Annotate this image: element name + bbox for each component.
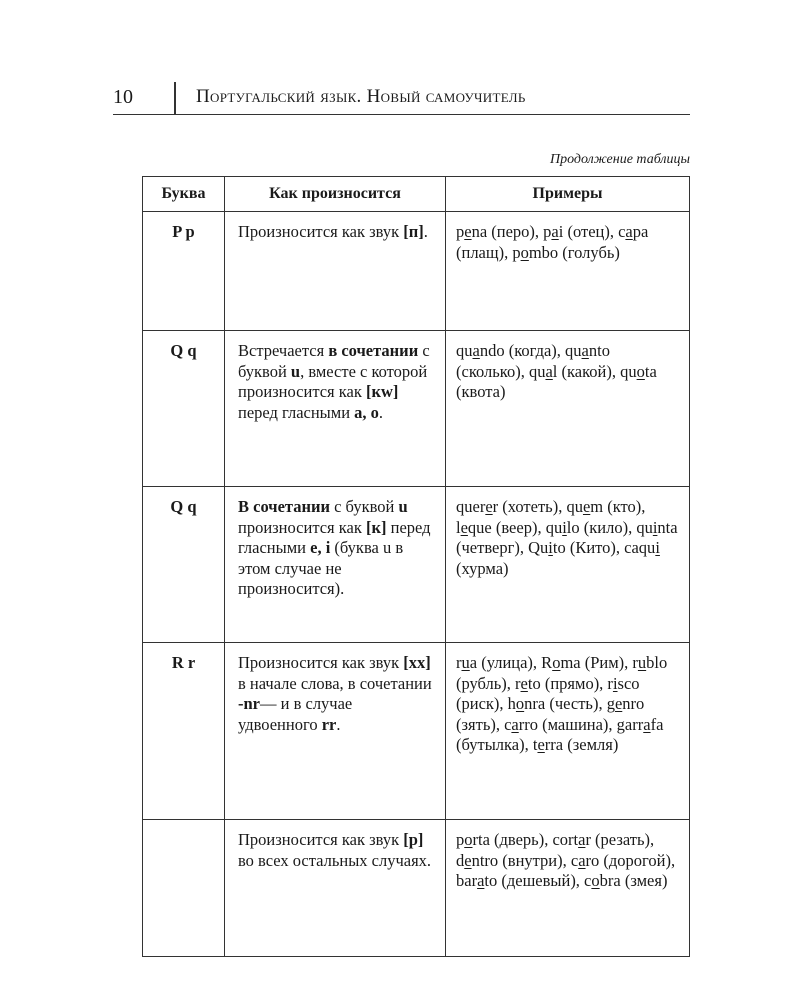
stressed-letter: o	[520, 242, 529, 262]
stressed-letter: i	[655, 538, 660, 557]
text-fragment: a (улица), R	[469, 653, 553, 672]
text-fragment: m (кто), l	[456, 497, 646, 537]
stressed-letter: a	[578, 830, 586, 849]
table-header-row	[143, 177, 690, 212]
text-fragment: nro (зять), c	[456, 694, 645, 734]
letter-cell: R r	[143, 643, 225, 820]
text-fragment: nra (честь), g	[524, 694, 615, 713]
text-fragment: .	[378, 402, 384, 422]
pronunciation-cell	[225, 331, 446, 487]
text-fragment: nta (четверг), Qu	[456, 517, 678, 557]
text-fragment: rra (земля)	[544, 735, 619, 754]
text-fragment: bra (змея)	[599, 871, 668, 890]
text-fragment: sco (риск), h	[456, 673, 640, 713]
text-fragment: (буква u в этом случае не произносится).	[238, 538, 404, 598]
stressed-letter: a	[472, 341, 480, 360]
text-fragment: перед гласными	[238, 402, 355, 422]
text-fragment: i (отец), c	[558, 222, 626, 241]
table-row	[143, 643, 690, 820]
stressed-letter: e	[485, 497, 493, 516]
stressed-letter: o	[552, 653, 561, 672]
stressed-letter: a	[511, 714, 519, 734]
page-number: 10	[113, 86, 133, 108]
stressed-letter: o	[636, 361, 645, 381]
stressed-letter: o	[464, 830, 473, 849]
text-fragment: mbo (голубь)	[528, 242, 620, 262]
pronunciation-table	[142, 176, 690, 957]
stressed-letter: a	[581, 341, 589, 360]
pronunciation-cell	[225, 643, 446, 820]
letter-cell: Q q	[143, 487, 225, 643]
letter-cell: P p	[143, 212, 225, 331]
stressed-letter: a	[643, 714, 651, 734]
stressed-letter: u	[637, 653, 647, 672]
pronunciation-cell	[225, 487, 446, 643]
table-row	[143, 212, 690, 331]
text-fragment: blo (рубль), r	[456, 653, 668, 693]
bold-text: rr	[321, 714, 337, 734]
table-row	[143, 487, 690, 643]
bold-text: u	[290, 361, 301, 381]
bold-text: [хх]	[403, 653, 431, 672]
text-fragment: to (дешевый), c	[484, 871, 592, 890]
text-fragment: to (Кито), caqu	[552, 538, 656, 557]
text-fragment: перед гласными	[238, 517, 431, 557]
text-fragment: to (прямо), r	[527, 673, 613, 693]
text-fragment: с буквой	[329, 497, 399, 516]
bold-text: u	[398, 497, 408, 516]
bold-text: В сочетании	[238, 497, 330, 516]
page-header	[113, 78, 690, 115]
text-fragment: во всех остальных случаях.	[238, 850, 432, 870]
stressed-letter: u	[461, 653, 470, 672]
examples-cell	[446, 487, 690, 643]
stressed-letter: o	[515, 694, 525, 713]
bold-text: [п]	[403, 222, 424, 241]
text-fragment: в начале слова, в сочетании	[238, 673, 432, 693]
text-fragment: pa (плащ),	[456, 222, 649, 262]
text-fragment: ntro (внутри), c	[471, 850, 579, 870]
header-divider	[174, 82, 176, 114]
bold-text: в сочетании	[328, 341, 419, 360]
stressed-letter: a	[578, 850, 586, 870]
stressed-letter: a	[551, 222, 559, 241]
text-fragment: ro (дорогой), bar	[456, 850, 676, 890]
text-fragment: l (какой), qu	[552, 361, 637, 381]
examples-cell	[446, 331, 690, 487]
text-fragment: r	[456, 653, 462, 672]
text-fragment: rta (дверь), cort	[472, 830, 579, 849]
stressed-letter: e	[520, 673, 528, 693]
bold-text: e, i	[310, 538, 331, 557]
text-fragment: p	[512, 242, 521, 262]
text-fragment: r (хотеть), qu	[492, 497, 583, 516]
table-row	[143, 331, 690, 487]
text-fragment: , вместе с которой произносится как	[238, 361, 428, 401]
text-fragment: ta (квота)	[456, 361, 657, 401]
examples-cell	[446, 820, 690, 957]
column-header-letter: Буква	[143, 177, 225, 212]
column-header-pronunciation: Как произносится	[225, 177, 446, 212]
stressed-letter: e	[460, 517, 468, 537]
text-fragment: r (резать), d	[456, 830, 655, 870]
examples-cell	[446, 643, 690, 820]
text-fragment: quer	[456, 497, 486, 516]
stressed-letter: o	[591, 871, 600, 890]
text-fragment: lo (кило), qu	[566, 517, 653, 537]
stressed-letter: a	[545, 361, 553, 381]
stressed-letter: a	[477, 871, 485, 890]
bold-text: [к]	[366, 517, 387, 537]
text-fragment: ndo (когда), qu	[479, 341, 582, 360]
text-fragment: .	[336, 714, 341, 734]
letter-cell: Q q	[143, 331, 225, 487]
text-fragment: nto (сколько), qu	[456, 341, 610, 381]
text-fragment: p	[456, 222, 465, 241]
pronunciation-cell	[225, 212, 446, 331]
text-fragment: ma (Рим), r	[560, 653, 638, 672]
column-header-examples: Примеры	[446, 177, 690, 212]
stressed-letter: i	[612, 673, 618, 693]
text-fragment: Произносится как звук	[238, 222, 404, 241]
text-fragment: na (перо), p	[471, 222, 552, 241]
stressed-letter: i	[652, 517, 658, 537]
bold-text: [р]	[403, 830, 424, 849]
bold-text: -nr	[238, 694, 260, 713]
stressed-letter: e	[464, 222, 472, 241]
bold-text: a, o	[354, 402, 379, 422]
pronunciation-cell	[225, 820, 446, 957]
text-fragment: rro (машина), garr	[518, 714, 644, 734]
stressed-letter: i	[548, 538, 553, 557]
text-fragment: произносится как	[238, 517, 367, 537]
stressed-letter: e	[537, 735, 545, 754]
text-fragment: Произносится как звук	[238, 653, 404, 672]
text-fragment: que (веер), qu	[467, 517, 563, 537]
stressed-letter: e	[582, 497, 591, 516]
text-fragment: qu	[456, 341, 473, 360]
stressed-letter: a	[625, 222, 633, 241]
text-fragment: fa (бутылка), t	[456, 714, 664, 754]
text-fragment: Встречается	[238, 341, 329, 360]
stressed-letter: e	[464, 850, 472, 870]
running-title: Португальский язык. Новый самоучитель	[196, 86, 526, 107]
text-fragment: (хурма)	[456, 558, 509, 578]
bold-text: [кw]	[366, 382, 399, 401]
table-row	[143, 820, 690, 957]
letter-cell	[143, 820, 225, 957]
text-fragment: Произносится как звук	[238, 830, 404, 849]
examples-cell	[446, 212, 690, 331]
text-fragment: .	[423, 222, 428, 241]
text-fragment: с буквой	[238, 341, 430, 381]
stressed-letter: i	[562, 517, 567, 537]
stressed-letter: e	[614, 694, 623, 713]
table-continuation-label: Продолжение таблицы	[549, 152, 690, 167]
text-fragment: p	[456, 830, 465, 849]
text-fragment: — и в случае удвоенного	[238, 694, 353, 734]
